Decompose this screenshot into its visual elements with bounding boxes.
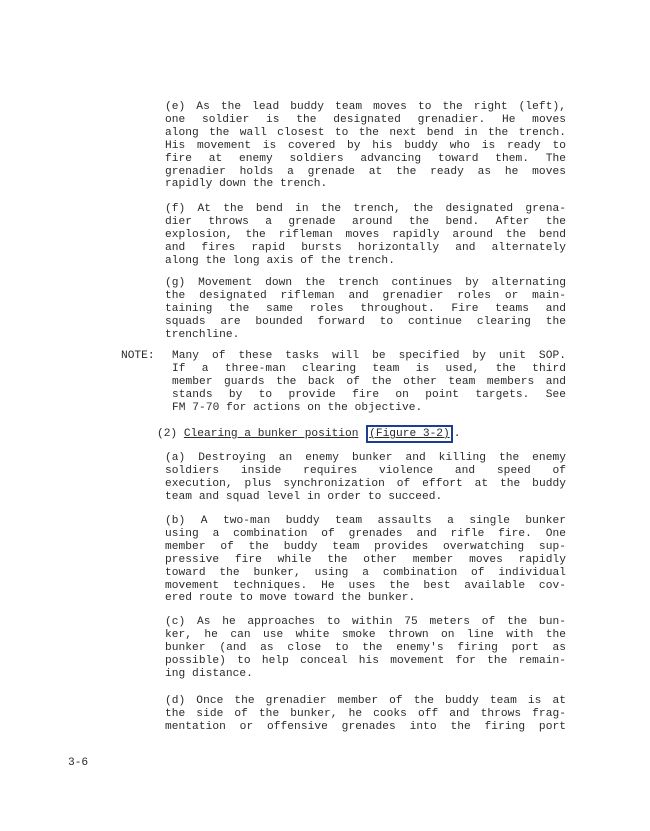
section-heading: [157, 425, 460, 443]
paragraph-line: and fires rapid bursts horizontally and alternately: [165, 241, 566, 254]
note-label: NOTE:: [121, 350, 155, 362]
paragraph-line: taining the same roles throughout. Fire teams and: [165, 302, 566, 315]
paragraph-line: (a) Destroying an enemy bunker and killing the enemy: [165, 452, 566, 464]
paragraph-line: soldiers inside requires violence and speed of: [165, 464, 566, 477]
paragraph-line: movement techniques. He uses the best available cov-: [165, 579, 566, 592]
paragraph-line: His movement is covered by his buddy who is ready to: [165, 139, 566, 152]
paragraph-line: pressive fire while the other member moves rapidly: [165, 553, 566, 566]
paragraph-line: toward the bunker, using a combination of individual: [165, 566, 566, 579]
paragraph-line: (d) Once the grenadier member of the buddy team is at: [165, 695, 566, 707]
paragraph-line: ered route to move toward the bunker.: [165, 592, 416, 605]
paragraph-line: (e) As the lead buddy team moves to the right (left),: [165, 101, 566, 113]
paragraph-line: ker, he can use white smoke thrown on line with the: [165, 628, 566, 641]
paragraph-line: possible) to help conceal his movement for the remain-: [165, 654, 566, 667]
paragraph-line: bunker (and as close to the enemy's firing port as: [165, 641, 566, 654]
paragraph-d: [165, 695, 566, 734]
paragraph-line: one soldier is the designated grenadier. He moves: [165, 113, 566, 126]
note-line: FM 7-70 for actions on the objective.: [172, 401, 423, 414]
paragraph-line: (b) A two-man buddy team assaults a single bunker: [165, 515, 566, 527]
paragraph-line: the designated rifleman and grenadier roles or main-: [165, 289, 566, 302]
note-text: [172, 350, 566, 415]
section-title: Clearing a bunker position: [183, 428, 359, 440]
paragraph-line: rapidly down the trench.: [165, 178, 328, 191]
paragraph-line: ing distance.: [165, 667, 253, 680]
figure-link[interactable]: (Figure 3-2): [366, 425, 453, 443]
note-line: Many of these tasks will be specified by unit SOP.: [172, 350, 566, 362]
paragraph-line: squads are bounded forward to continue clearing the: [165, 315, 566, 328]
note-line: member guards the back of the other team members and: [172, 375, 566, 388]
paragraph-line: along the wall closest to the next bend in the trench.: [165, 126, 566, 139]
section-number: (2): [157, 428, 178, 440]
paragraph-line: team and squad level in order to succeed.: [165, 490, 443, 503]
paragraph-b: [165, 515, 566, 605]
paragraph-c: [165, 616, 566, 681]
paragraph-line: (c) As he approaches to within 75 meters of the bun-: [165, 616, 566, 628]
paragraph-line: mentation or offensive grenades into the firing port: [165, 720, 566, 733]
paragraph-line: (g) Movement down the trench continues by alternating: [165, 277, 566, 289]
paragraph-line: grenadier holds a grenade at the ready as he moves: [165, 165, 566, 178]
paragraph-line: (f) At the bend in the trench, the designated grena-: [165, 203, 566, 215]
paragraph-line: execution, plus synchronization of effort at the buddy: [165, 477, 566, 490]
paragraph-f: [165, 203, 566, 268]
paragraph-line: explosion, the rifleman moves rapidly around the bend: [165, 228, 566, 241]
section-trailing: .: [453, 428, 461, 440]
note-line: stands by to provide fire on point targets. See: [172, 388, 566, 401]
paragraph-line: fire at enemy soldiers advancing toward them. The: [165, 152, 566, 165]
note-line: If a three-man clearing team is used, the third: [172, 362, 566, 375]
paragraph-line: along the long axis of the trench.: [165, 254, 395, 267]
paragraph-g: [165, 277, 566, 342]
paragraph-line: the side of the bunker, he cooks off and throws frag-: [165, 707, 566, 720]
paragraph-line: trenchline.: [165, 328, 240, 341]
paragraph-line: using a combination of grenades and rifle fire. One: [165, 527, 566, 540]
paragraph-a: [165, 452, 566, 504]
paragraph-line: member of the buddy team provides overwatching sup-: [165, 540, 566, 553]
paragraph-line: dier throws a grenade around the bend. After the: [165, 215, 566, 228]
paragraph-e: [165, 101, 566, 191]
page-number: 3-6: [68, 757, 89, 769]
